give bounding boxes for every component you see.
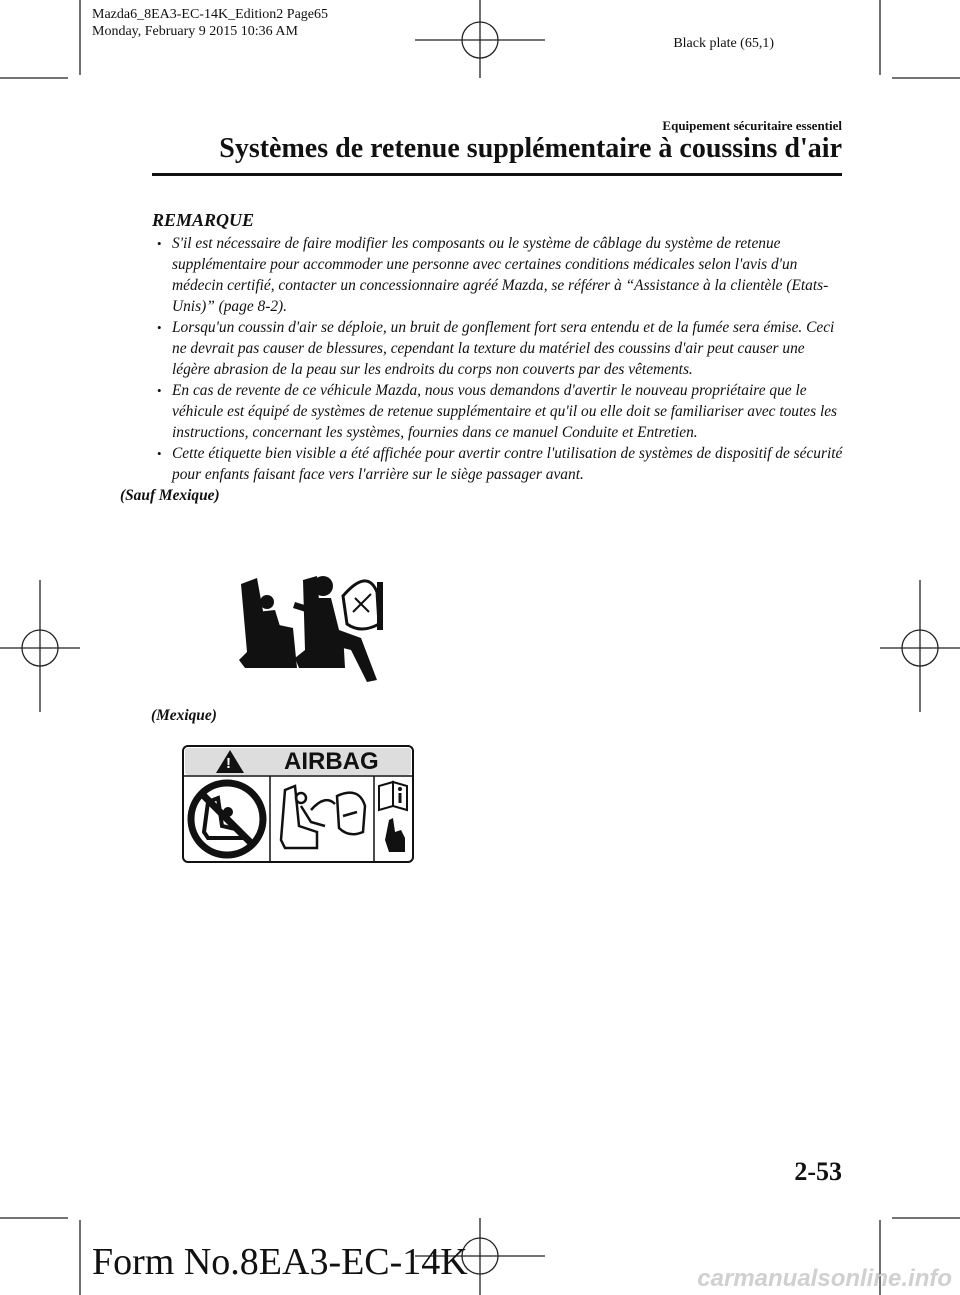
page-number: 2-53: [794, 1157, 842, 1186]
airbag-label-text: AIRBAG: [284, 748, 379, 775]
title-rule: [152, 173, 842, 176]
list-item: • Cette étiquette bien visible a été affichée pour avertir contre l'utilisation de systèmes de dispositif de sécurité pour enfants faisant face vers l'arrière sur le siège passager avant.: [172, 443, 845, 485]
form-number: Form No.8EA3-EC-14K: [92, 1241, 468, 1283]
watermark: carmanualsonline.info: [697, 1265, 952, 1292]
rear-facing-child-seat-warning-icon: [235, 572, 385, 684]
plate-info: Black plate (65,1): [673, 36, 774, 51]
region-label-non-mexico: (Sauf Mexique): [120, 487, 220, 504]
section-heading: Equipement sécuritaire essentiel: [662, 118, 842, 133]
note-list: [120, 233, 845, 485]
print-info-line1: Mazda6_8EA3-EC-14K_Edition2 Page65: [92, 7, 329, 22]
list-item: • Lorsqu'un coussin d'air se déploie, un bruit de gonflement fort sera entendu et de la fumée sera émise. Ceci ne devrait pas causer de blessures, cependant la texture du matériel des coussins d'air peut causer une légère abrasion de la peau sur les endroits du corps non couverts par des vêtements.: [172, 317, 845, 380]
airbag-warning-label: [182, 745, 414, 863]
list-item: • S'il est nécessaire de faire modifier les composants ou le système de câblage du système de retenue supplémentaire pour accommoder une personne avec certaines conditions médicales selon l'avis d'un médecin certifié, contacter un concessionnaire agréé Mazda, se référer à “Assistance à la clientèle (Etats-Unis)” (page 8-2).: [172, 233, 845, 317]
note-block: [120, 210, 845, 506]
warning-triangle-mark: !: [226, 755, 231, 772]
list-item: • En cas de revente de ce véhicule Mazda, nous vous demandons d'avertir le nouveau propriétaire que le véhicule est équipé de systèmes de retenue supplémentaire et qu'il ou elle doit se familiariser avec toutes les instructions, concernant les systèmes, fournies dans ce manuel Conduite et Entretien.: [172, 380, 845, 443]
airbag-deploy-icon: [271, 776, 373, 862]
no-rear-facing-seat-icon: [184, 776, 270, 862]
region-label-mexico: (Mexique): [151, 707, 217, 724]
print-info-line2: Monday, February 9 2015 10:36 AM: [92, 24, 298, 39]
page-title: Systèmes de retenue supplémentaire à coussins d'air: [219, 133, 842, 164]
print-info: [92, 6, 328, 40]
read-manual-icon: [375, 776, 413, 862]
note-heading: REMARQUE: [152, 210, 255, 230]
